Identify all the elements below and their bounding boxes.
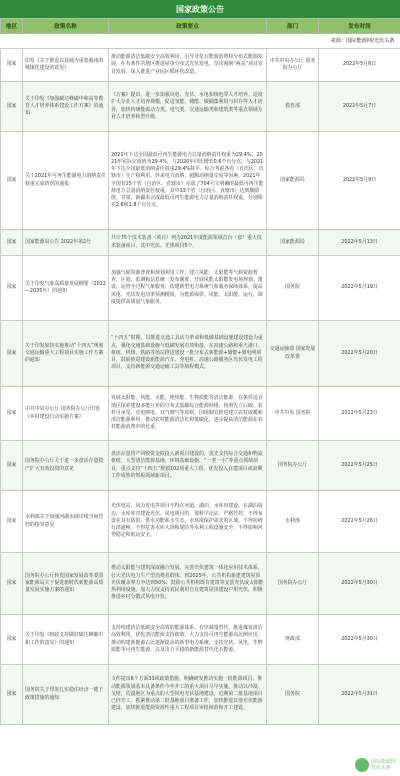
watermark-logo-icon	[355, 758, 369, 772]
cell-department: 中共中央 国务院	[267, 387, 319, 441]
cell-release-date: 2022年5月30日	[319, 553, 400, 615]
cell-release-date: 2022年5月7日	[319, 82, 400, 132]
table-row	[1, 491, 400, 553]
header-policy-name: 政策名称	[23, 19, 109, 34]
cell-policy-name: 关于2021年可再生能源电力消纳责任权重完成情况的通报	[23, 132, 109, 230]
header-release-date: 发布时间	[319, 19, 400, 34]
cell-region: 国家	[1, 230, 23, 256]
cell-release-date: 2022年5月23日	[319, 387, 400, 441]
table-row	[1, 49, 400, 82]
cell-department: 国务院	[267, 665, 319, 725]
table-row	[1, 441, 400, 491]
header-department: 部门	[267, 19, 319, 34]
cell-region: 国家	[1, 665, 23, 725]
cell-policy-name: 国家能源局公告 2022年第2号	[23, 230, 109, 256]
cell-policy-points: 2021年下达全国最低可再生能源电力总量消纳责任权重为29.4%，2021年实际完成值为29.4%，与2020年同比增长0.6个百分点，与2021年下达全国最低消纳责任权重29.4%持平。综合考虑各省（自治区、直辖市）生产和利用、外来电力消纳，超额消纳量交易等因素，2021年全国有25个省（自治区、直辖市）完成了704号文明确的最低可再生能源电力总量消纳责任权重，其中13个省（自治区、直辖市）达到激励值，甘肃、新疆未完成最低可再生能源电力总量消纳责任权重，分别相差2.6和1.8个百分点。	[109, 132, 267, 230]
cell-policy-name: 水利部关于加强河湖水域岸线空间管控的指导意见	[23, 491, 109, 553]
cell-policy-points: 推动能源清洁低碳安全高效利用，引导非化石能源消费和分布式能源发展，在有条件的地区推进屋顶分布式光伏发电。坚决遏制“两高”项目盲目发展，深入推进产业园区循环化改造。	[109, 49, 267, 82]
cell-department: 中共中央办公厅 国务院办公厅	[267, 49, 319, 82]
cell-department: 教育部	[267, 82, 319, 132]
cell-policy-points: 文件提出6个方面33项政策措施，明确研发推动实施一批能源项目。推动能源领域基本具备条件今年开工的重大项目尽早实施，推动以沙漠、戈壁、荒漠地区为重点的大型风电光伏基地建设，近期第二批基地项目已经开工，抓紧推动第二批基地项目准备工作，加快推进其他光伏能源建设，加快推进能源资源性重大工程项目审批核准和开工建设。	[109, 665, 267, 725]
table-header-row	[1, 19, 400, 34]
table-row	[1, 615, 400, 665]
table-row	[1, 256, 400, 321]
table-row	[1, 553, 400, 615]
cell-policy-points: “十四五”时期，以推进交通工具动力革命和低碳基础设施建设建设为重点，强化交通基础设施与低碳发展有效衔接，在高速公路和重大港口、枢纽、机场、铁路等场站推进建设一批分布式新能源+储能+微电网项目，鼓励推进建设新能源汽车、充电桩、高速公路服务区光伏发电工程项目，支持新能源交通运输工具等航程模式。	[109, 321, 267, 387]
header-region: 地区	[1, 19, 23, 34]
cell-department: 国务院办公厅	[267, 553, 319, 615]
cell-release-date: 2022年5月30日	[319, 615, 400, 665]
cell-release-date: 2022年5月13日	[319, 230, 400, 256]
cell-release-date: 2022年5月20日	[319, 321, 400, 387]
cell-region: 国家	[1, 441, 23, 491]
cell-region: 国家	[1, 321, 23, 387]
cell-policy-name: 国务院办公厅关于进一步盘活存量资产扩大有效投资的意见	[23, 441, 109, 491]
cell-department: 国务院办公厅	[267, 441, 319, 491]
cell-policy-name: 国务院关于印发扎实稳住经济一揽子政策措施的通知	[23, 665, 109, 725]
cell-release-date: 2022年5月9日	[319, 132, 400, 230]
cell-region: 国家	[1, 553, 23, 615]
cell-policy-points: 光伏电站、风力发电等项目不得在河道、湖泊、水库内建设。在湖泊周边、水库库汊建设光伏、风电项目的，要科学论证，严格管控，不得布设在具有防洪、供水功能和水生态、水环境保护需求的区域，不得妨碍行洪通畅，不得危害水库大坝和堤防等水利工程设施安全，不得影响河势稳定和航运安全。	[109, 491, 267, 553]
cell-policy-points: 支持构建清洁低碳安全高效的能源体系。有序减量替代，推进煤炭清洁高效利用。优化清洁能源支持政策，大力支持可再生能源高比例应用，推动构建新能源占比逐渐提高的新型电力系统。支持光伏、风电、生物质能等可再生能源，以及出力平稳的新能源替代化石能源。	[109, 615, 267, 665]
policy-table	[0, 18, 400, 725]
cell-policy-name: 印发《关于推进以县城为重要载体的城镇化建设的意见》	[23, 49, 109, 82]
cell-department: 国务院	[267, 256, 319, 321]
cell-release-date: 2022年5月31日	[319, 665, 400, 725]
cell-department: 交通运输部 国家发展改革委	[267, 321, 319, 387]
cell-release-date: 2022年5月25日	[319, 441, 400, 491]
cell-region: 国家	[1, 615, 23, 665]
cell-release-date: 2022年5月6日	[319, 49, 400, 82]
cell-region: 国家	[1, 49, 23, 82]
cell-department: 国家能源局	[267, 230, 319, 256]
cell-policy-name: 关于印发《财政支持做好碳达峰碳中和工作的意见》的通知	[23, 615, 109, 665]
watermark-sub: 光伏头条	[370, 765, 391, 771]
table-row	[1, 132, 400, 230]
table-body	[1, 49, 400, 725]
cell-region: 国家	[1, 256, 23, 321]
cell-policy-name: 关于印发《加强碳达峰碳中和高等教育人才培养体系建设工作方案》的通知	[23, 82, 109, 132]
cell-policy-points: 盘活存量资产回收资金拟投入新项目建设的，优先支持综合交通和物流枢纽、大型清洁能源基地、环境基础设施、“一老一小”等重点领域项目，重点支持“十四五”规划102项重大工程，优先投入在建项目或前期工作成熟的短板领域新项目。	[109, 441, 267, 491]
table-row	[1, 665, 400, 725]
cell-policy-points: 共计75个技术装备（项目）列为2021年度能源领域首台（套）重大技术装备项目，其中光伏、光热项目5个。	[109, 230, 267, 256]
cell-department: 国家能源局	[267, 132, 319, 230]
cell-policy-name: 中共中央办公厅 国务院办公厅印发《乡村建设行动实施方案》	[23, 387, 109, 441]
table-row	[1, 230, 400, 256]
table-row	[1, 82, 400, 132]
cell-policy-points: 《方案》提出，进一步加强风电、光伏、水电和核电等人才培养。适度扩大专业人才培养规模，促进氢能、储能、碳捕集利用与封存等人才培养，加快传统能源动力类、电气类、交通运输类和建筑类等重点领域专业人才培养转型升级。	[109, 82, 267, 132]
cell-policy-name: 关于印发加快实施推动“十四五”规划交通运输重大工程项目实施工作方案的通知	[23, 321, 109, 387]
table-row	[1, 387, 400, 441]
cell-policy-points: 发展太阳能、风能、水能、地热能、生物质能等清洁能源，在条件适宜地区探索建设多能互补的分布式低碳综合能源网络。按照先立后破、农村可承受、宜电则电、宜气则气等原则，因地制宜推进建立农村取暖和清洁能源利用，推动农村能源清洁化和低碳化，逐步提高清洁能源在农村能源消费中的比重。	[109, 387, 267, 441]
cell-department: 水利部	[267, 491, 319, 553]
page-title: 国家政策公告	[0, 0, 400, 18]
watermark	[355, 758, 396, 772]
cell-policy-name: 国务院办公厅转发国家发展改革委国家能源局关于促进新时代新能源高质量发展实施方案的通知	[23, 553, 109, 615]
source-note: 来源：国际能源网/光伏头条	[1, 34, 400, 49]
cell-region: 国家	[1, 491, 23, 553]
cell-release-date: 2022年5月19日	[319, 256, 400, 321]
watermark-site: 国际能源网	[370, 759, 396, 765]
cell-policy-points: 加强气候资源普查和规划利用工作，建立风能、太阳能等气候资源普查、区划、监测和信息统一发布制度，开展风能太阳能发电场规划、建设、运营全过程气象服务，构建新型电力系统气象服务保障体系，提高风电、光伏发电功率预测精度，为能源保供、风能、太阳能、运行、调度提供高质量气象服务。	[109, 256, 267, 321]
cell-policy-name: 关于印发气象高质量发展纲要（2022—2035年）的通知	[23, 256, 109, 321]
cell-region: 国家	[1, 387, 23, 441]
table-row	[1, 321, 400, 387]
cell-region: 国家	[1, 82, 23, 132]
cell-policy-points: 推动太阳能与建筑深度融合发展。完善光伏建筑一体化应用技术体系，壮大光伏电力生产型消费者群体。到2025年，公共机构新建建筑屋顶光伏覆盖率力争达到50%；鼓励公共机构既有建筑等安装光伏或太阳能热利用设施。加大力度支持农民利用自有建筑屋顶建设户用光伏，积极推进乡村分散式风电开发。	[109, 553, 267, 615]
cell-department: 财政部	[267, 615, 319, 665]
cell-release-date: 2022年5月26日	[319, 491, 400, 553]
header-policy-points: 政策要点	[109, 19, 267, 34]
cell-region: 国家	[1, 132, 23, 230]
